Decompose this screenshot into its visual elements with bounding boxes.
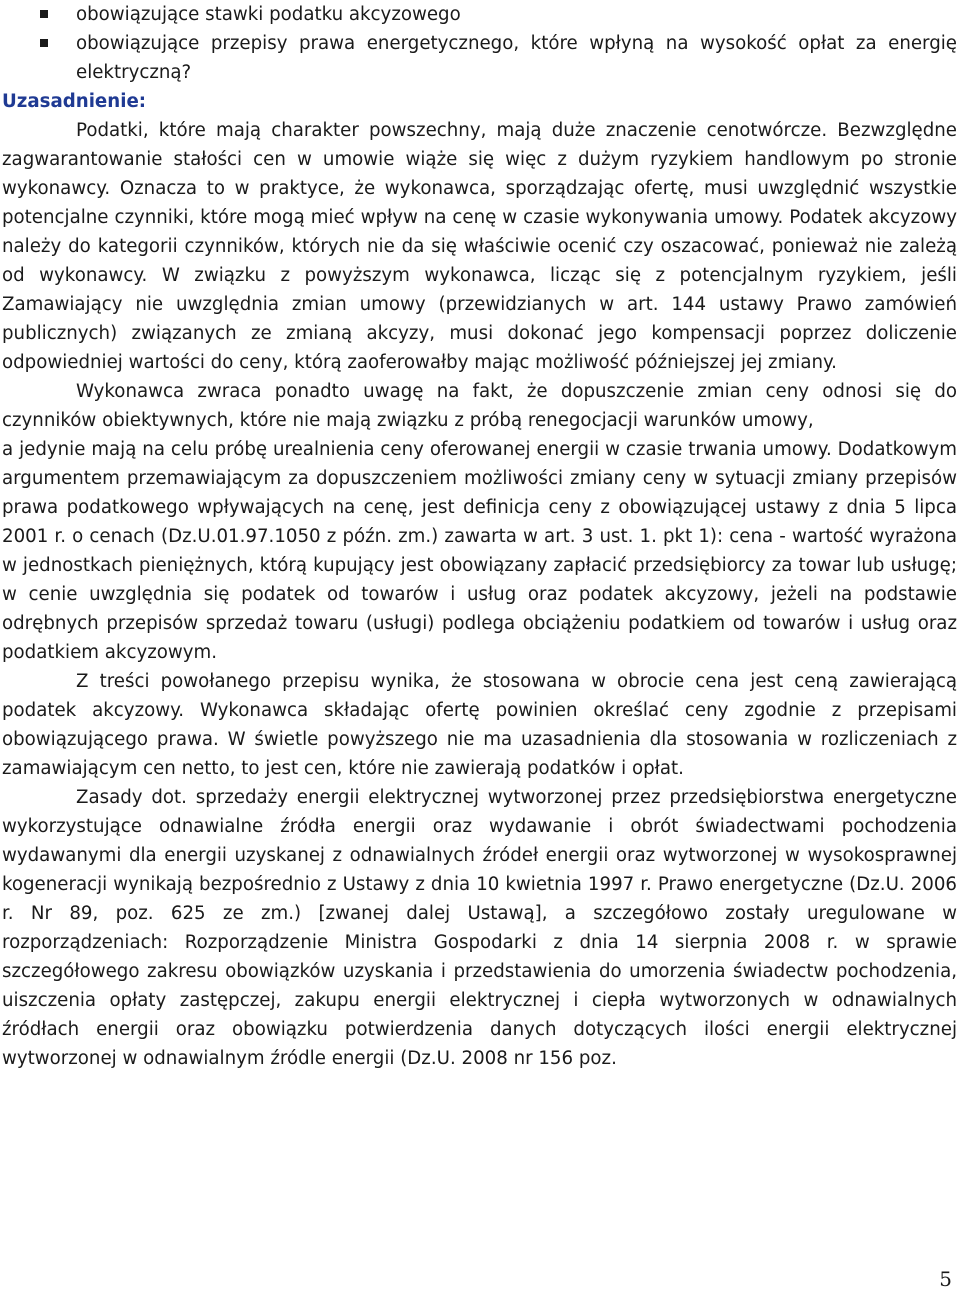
bullet-item: obowiązujące stawki podatku akcyzowego bbox=[2, 0, 957, 29]
paragraph: Zasady dot. sprzedaży energii elektrycznej wytworzonej przez przedsiębiorstwa energetyczne wykorzystujące odnawialne źródła energii oraz wydawanie i obrót świadectwami pochodzenia wydawanymi dla energii uzyskanej z odnawialnych źródeł energii oraz wytworzonej w wysokosprawnej kogeneracji wynikają bezpośrednio z Ustawy z dnia 10 kwietnia 1997 r. Prawo energetyczne (Dz.U. 2006 r. Nr 89, poz. 625 ze zm.) [zwanej dalej Ustawą], a szczegółowo zostały uregulowane w rozporządzeniach: Rozporządzenie Ministra Gospodarki z dnia 14 sierpnia 2008 r. w sprawie szczegółowego zakresu obowiązków uzyskania i przedstawienia do umorzenia świadectw pochodzenia, uiszczenia opłaty zastępczej, zakupu energii elektrycznej i ciepła wytworzonych w odnawialnych źródłach energii oraz obowiązku potwierdzenia danych dotyczących ilości energii elektrycznej wytworzonej w odnawialnym źródle energii (Dz.U. 2008 nr 156 poz. bbox=[2, 787, 957, 1069]
paragraph-continuation: a jedynie mają na celu próbę urealnienia ceny oferowanej energii w czasie trwania umowy. Dodatkowym argumentem przemawiającym za dopuszczeniem możliwości zmiany ceny w sytuacji zmiany przepisów prawa podatkowego wpływających na cenę, jest definicja ceny z obowiązującej ustawy z dnia 5 lipca 2001 r. o cenach (Dz.U.01.97.1050 z późn. zm.) zawarta w art. 3 ust. 1. pkt 1): cena - wartość wyrażona w jednostkach pieniężnych, którą kupujący jest obowiązany zapłacić przedsiębiorcy za towar lub usługę; w cenie uwzględnia się podatek od towarów i usług oraz podatek akcyzowy, jeżeli na podstawie odrębnych przepisów sprzedaż towaru (usługi) podlega obciążeniu podatkiem od towarów i usług oraz podatkiem akcyzowym. bbox=[2, 439, 957, 663]
bullet-item: obowiązujące przepisy prawa energetycznego, które wpłyną na wysokość opłat za energię elektryczną? bbox=[2, 29, 957, 87]
paragraph: Wykonawca zwraca ponadto uwagę na fakt, że dopuszczenie zmian ceny odnosi się do czynników obiektywnych, które nie mają związku z próbą renegocjacji warunków umowy, bbox=[2, 381, 957, 431]
page-number: 5 bbox=[939, 1267, 952, 1291]
bullet-list bbox=[2, 0, 957, 87]
paragraph: Z treści powołanego przepisu wynika, że stosowana w obrocie cena jest ceną zawierającą podatek akcyzowy. Wykonawca składając ofertę powinien określać ceny zgodnie z przepisami obowiązującego prawa. W świetle powyższego nie ma uzasadnienia dla stosowania w rozliczeniach z zamawiającym cen netto, to jest cen, które nie zawierają podatków i opłat. bbox=[2, 671, 957, 779]
document-page bbox=[2, 0, 957, 1073]
section-heading: Uzasadnienie: bbox=[2, 91, 147, 112]
paragraph: Podatki, które mają charakter powszechny, mają duże znaczenie cenotwórcze. Bezwzględne zagwarantowanie stałości cen w umowie wiąże się więc z dużym ryzykiem handlowym po stronie wykonawcy. Oznacza to w praktyce, że wykonawca, sporządzając ofertę, musi uwzględnić wszystkie potencjalne czynniki, które mogą mieć wpływ na cenę w czasie wykonywania umowy. Podatek akcyzowy należy do kategorii czynników, których nie da się właściwie ocenić czy oszacować, ponieważ nie zależą od wykonawcy. W związku z powyższym wykonawca, licząc się z potencjalnym ryzykiem, jeśli Zamawiający nie uwzględnia zmian umowy (przewidzianych w art. 144 ustawy Prawo zamówień publicznych) związanych ze zmianą akcyzy, musi dokonać jego kompensacji poprzez doliczenie odpowiedniej wartości do ceny, którą zaoferowałby mając możliwość późniejszej jej zmiany. bbox=[2, 120, 957, 373]
